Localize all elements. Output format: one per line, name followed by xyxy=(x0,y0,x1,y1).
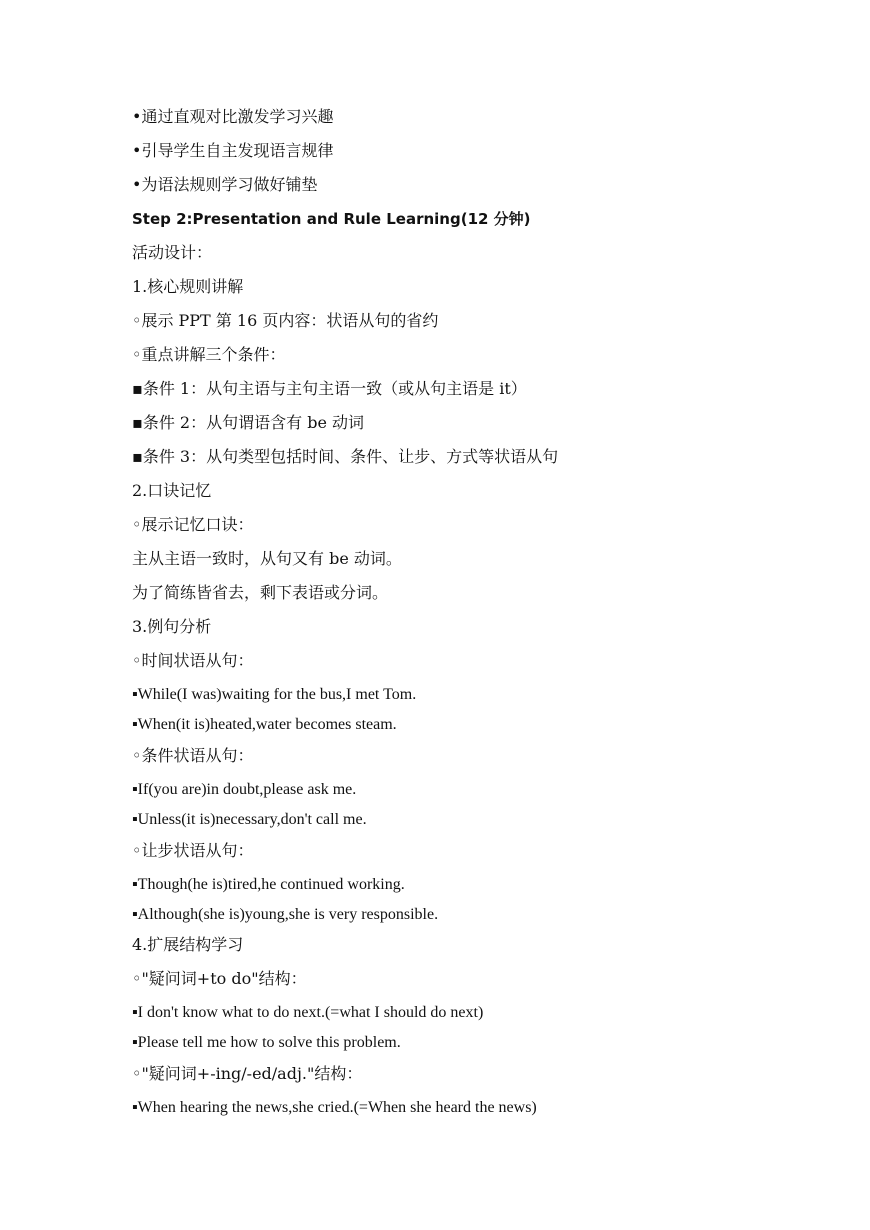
sub-bullet-three-conditions: ◦重点讲解三个条件： xyxy=(132,345,286,364)
example-what-to-do: ▪I don't know what to do next.(=what I should do next) xyxy=(132,1004,484,1021)
sub-bullet-wh-to-do: ◦"疑问词+to do"结构： xyxy=(132,969,307,988)
example-when: ▪When(it is)heated,water becomes steam. xyxy=(132,716,397,733)
example-although: ▪Although(she is)young,she is very responsible. xyxy=(132,906,439,923)
example-when-hearing: ▪When hearing the news,she cried.(=When she heard the news) xyxy=(132,1099,537,1116)
bullet-prepare-grammar: •为语法规则学习做好铺垫 xyxy=(132,175,318,194)
section-core-rules: 1.核心规则讲解 xyxy=(132,277,244,296)
section-extended-structures: 4.扩展结构学习 xyxy=(132,935,244,954)
section-mnemonic: 2.口诀记忆 xyxy=(132,481,212,500)
bullet-intuitive-comparison: •通过直观对比激发学习兴趣 xyxy=(132,107,334,126)
sub-bullet-show-mnemonic: ◦展示记忆口诀： xyxy=(132,515,254,534)
condition-1: ▪条件 1：从句主语与主句主语一致（或从句主语是 it） xyxy=(132,379,527,398)
example-how-to-solve: ▪Please tell me how to solve this problem. xyxy=(132,1034,401,1051)
sub-bullet-ppt-content: ◦展示 PPT 第 16 页内容：状语从句的省约 xyxy=(132,311,439,330)
mnemonic-line-1: 主从主语一致时，从句又有 be 动词。 xyxy=(132,549,402,568)
condition-2: ▪条件 2：从句谓语含有 be 动词 xyxy=(132,413,364,432)
example-while: ▪While(I was)waiting for the bus,I met Tom. xyxy=(132,686,417,703)
example-unless: ▪Unless(it is)necessary,don't call me. xyxy=(132,811,367,828)
example-though: ▪Though(he is)tired,he continued working. xyxy=(132,876,405,893)
mnemonic-line-2: 为了简练皆省去，剩下表语或分词。 xyxy=(132,583,389,602)
section-example-analysis: 3.例句分析 xyxy=(132,617,212,636)
sub-bullet-concession-clause: ◦让步状语从句： xyxy=(132,841,254,860)
step-2-heading: Step 2:Presentation and Rule Learning(12 分钟) xyxy=(132,210,531,228)
example-if: ▪If(you are)in doubt,please ask me. xyxy=(132,781,357,798)
bullet-discover-rules: •引导学生自主发现语言规律 xyxy=(132,141,334,160)
sub-bullet-condition-clause: ◦条件状语从句： xyxy=(132,746,254,765)
activity-design-label: 活动设计： xyxy=(132,243,213,262)
sub-bullet-wh-ing-ed-adj: ◦"疑问词+-ing/-ed/adj."结构： xyxy=(132,1064,363,1083)
condition-3: ▪条件 3：从句类型包括时间、条件、让步、方式等状语从句 xyxy=(132,447,559,466)
sub-bullet-time-clause: ◦时间状语从句： xyxy=(132,651,254,670)
